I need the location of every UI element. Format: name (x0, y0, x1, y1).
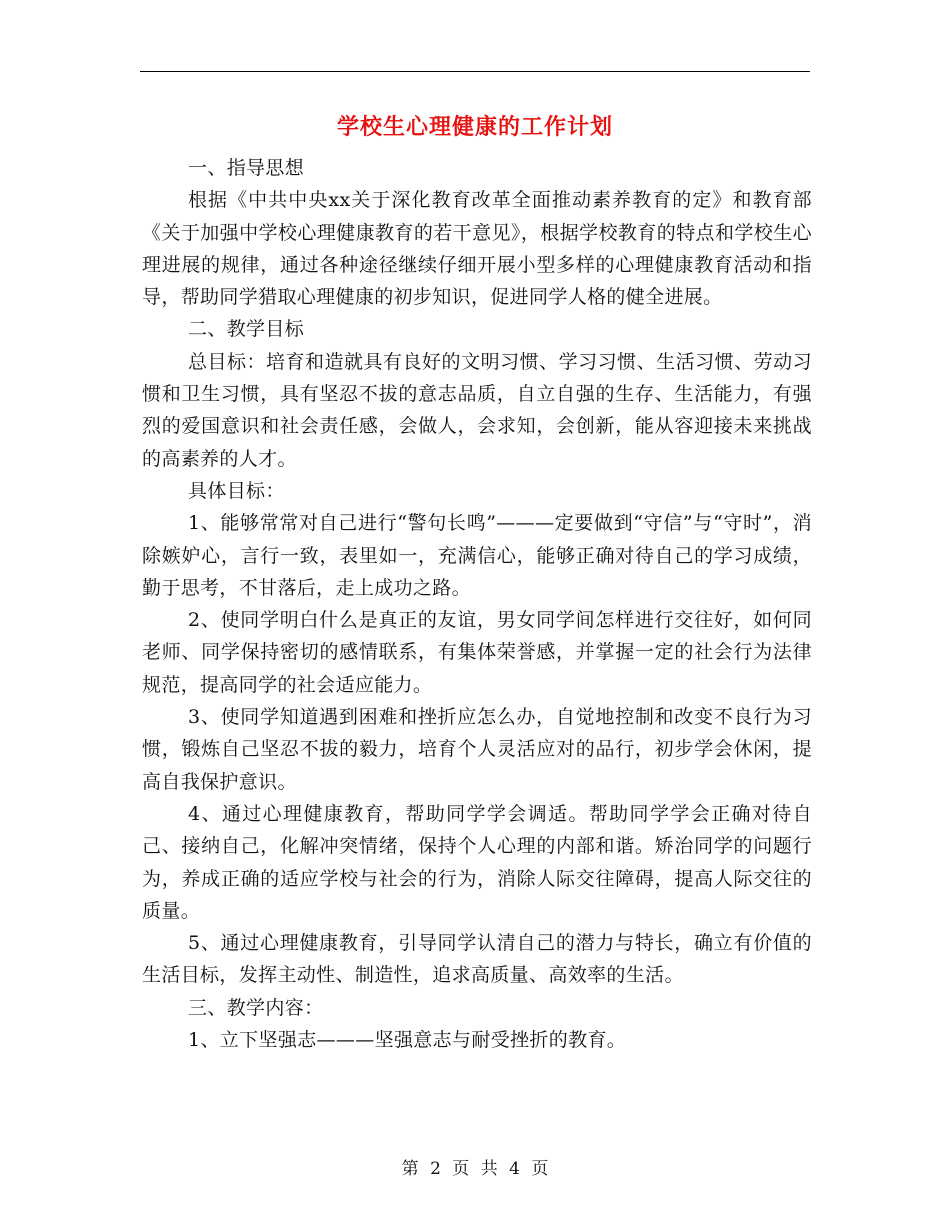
list-item-content-1: 1、立下坚强志———坚强意志与耐受挫折的教育。 (188, 1029, 627, 1052)
subheading-specific-goals: 具体目标： (188, 479, 285, 502)
list-item-goal-3: 3、使同学知道遇到困难和挫折应怎么办，自觉地控制和改变不良行为习惯，锻炼自己坚忍不拔的毅力，培育个人灵活应对的品行，初步学会休闲，提高自我保护意识。 (142, 706, 812, 793)
list-item-goal-2: 2、使同学明白什么是真正的友谊，男女同学间怎样进行交往好，如何同老师、同学保持密切的感情联系，有集体荣誉感，并掌握一定的社会行为法律规范，提高同学的社会适应能力。 (142, 609, 812, 696)
header-rule (140, 71, 810, 72)
document-title: 学校生心理健康的工作计划 (336, 114, 613, 140)
page-footer: 第 2 页 共 4 页 (401, 1159, 549, 1179)
document-body (142, 152, 812, 1056)
paragraph-overall-goal: 总目标：培育和造就具有良好的文明习惯、学习习惯、生活习惯、劳动习惯和卫生习惯，具有坚忍不拔的意志品质，自立自强的生存、生活能力，有强烈的爱国意识和社会责任感，会做人，会求知，会创新，能从容迎接未来挑战的高素养的人才。 (142, 350, 812, 470)
list-item-goal-4: 4、通过心理健康教育，帮助同学学会调适。帮助同学学会正确对待自己、接纳自己，化解冲突情绪，保持个人心理的内部和谐。矫治同学的问题行为，养成正确的适应学校与社会的行为，消除人际交往障碍，提高人际交往的质量。 (142, 802, 812, 922)
list-item-goal-1: 1、能够常常对自己进行“警句长鸣”———定要做到“守信”与“守时”，消除嫉妒心，言行一致，表里如一，充满信心，能够正确对待自己的学习成绩，勤于思考，不甘落后，走上成功之路。 (142, 512, 812, 599)
paragraph-guiding-thought: 根据《中共中央xx关于深化教育改革全面推动素养教育的定》和教育部《关于加强中学校心理健康教育的若干意见》，根据学校教育的特点和学校生心理进展的规律，通过各种途径继续仔细开展小型多样的心理健康教育活动和指导，帮助同学猎取心理健康的初步知识，促进同学人格的健全进展。 (142, 189, 812, 309)
section-heading-guiding-thought: 一、指导思想 (188, 157, 305, 179)
section-heading-teaching-goals: 二、教学目标 (188, 318, 305, 341)
section-heading-teaching-content: 三、教学内容： (188, 996, 324, 1019)
list-item-goal-5: 5、通过心理健康教育，引导同学认清自己的潜力与特长，确立有价值的生活目标，发挥主动性、制造性，追求高质量、高效率的生活。 (142, 932, 812, 987)
